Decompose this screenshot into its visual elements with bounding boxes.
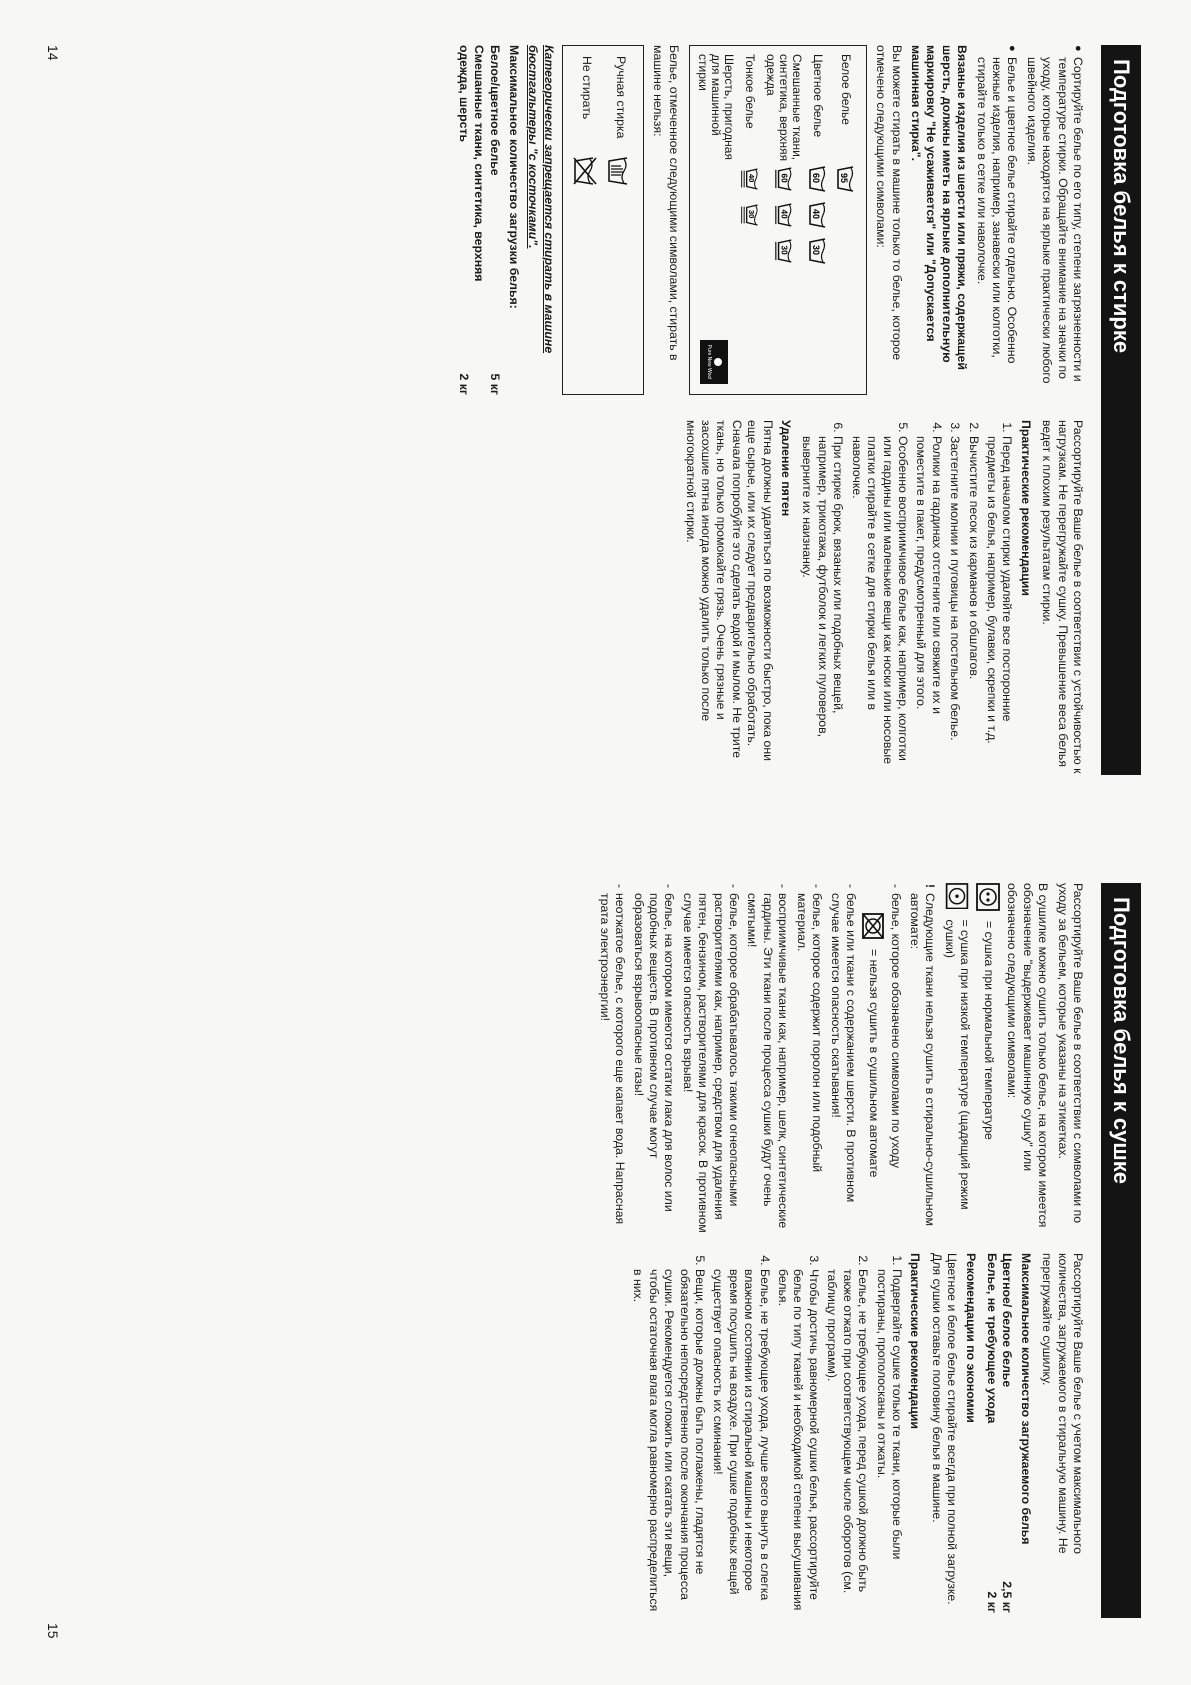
dry-load-row-easycare: Белье, не требующее ухода 2 кг [984, 1253, 999, 1613]
symbol-row-white: Белое белье 95 [832, 54, 860, 386]
sort-load-intro: Рассортируйте Ваше белье в соответствии с устойчивостью к нагрузкам. Не перегружайте сушку. Превышение веса белья ведет к плохим результатам стирки. [1040, 420, 1085, 774]
symbol-row-color: Цветное белье 60 40 30 [804, 54, 832, 386]
list-item: - белье или ткани с содержанием шерсти. В противном случае имеется опасность скатывания! [827, 893, 858, 1233]
washing-column-2 [678, 420, 1085, 775]
dry-low-row: = сушка при низкой температуре (щадящий режим сушки) [941, 883, 972, 1233]
dryer-symbols-intro: В сушилке можно сушить только белье, на котором имеется обозначение "выдерживает машинную сушку" или обозначено следующими символами: [1005, 883, 1051, 1228]
wash-30-delicate-icon [740, 202, 760, 228]
do-not-tumble-dry-icon [862, 913, 884, 939]
page-number-15: 15 [45, 1623, 61, 1639]
list-item: 4. Ролики на гардинах отстегните или свяжите их и поместите в пакет, предусмотренный для этого. [913, 436, 944, 775]
list-item: - неотжатое белье, с которого еще капает вода. Напрасная трата электроэнергии! [596, 893, 627, 1233]
tumble-dry-low-icon [945, 883, 969, 909]
wash-symbols-box [689, 45, 867, 395]
not-machine-intro: Белье, отмеченное следующими символами, стирать в машине нельзя: [651, 45, 681, 361]
drying-load-intro: Рассортируйте Ваше белье с учетом максимального количества, загружаемого в стиральную машину. Не перегружайте сушилку. [1040, 1253, 1085, 1554]
wash-40-icon [808, 202, 828, 228]
list-item: 3. Застегните молнии и пуговицы на постельном белье. [947, 436, 962, 775]
page-15-header: Подготовка белья к сушке [1101, 883, 1141, 1618]
page-15 [0, 843, 1191, 1685]
no-dry-row: = нельзя сушить в сушильном автомате [862, 883, 884, 1233]
svg-text:30: 30 [810, 245, 821, 256]
drying-column-2 [626, 1253, 1085, 1613]
dry-practical-list [630, 1253, 904, 1613]
stains-title: Удаление пятен [779, 420, 794, 517]
no-dry-list [888, 883, 937, 1233]
list-item: 2. Белье, не требующее ухода, перед сушкой должно быть также отжато при соответствующем числе оборотов (см. таблицу программ). [824, 1269, 870, 1613]
symbol-row-delicate: Тонкое белье 40 30 [736, 54, 764, 386]
wash-40-gentle-icon [774, 202, 794, 228]
drying-intro: Рассортируйте Ваше белье в соответствии с символами по уходу за бельем, которые указаны на этикетках. [1055, 883, 1085, 1224]
wool-symbols-intro: Вы можете стирать в машине только то белье, которое отмечено следующими символами: [874, 45, 904, 361]
svg-text:40: 40 [746, 174, 756, 183]
list-item: 3. Чтобы достичь равномерной сушки белья, рассортируйте белье по типу тканей и необходимой степени высушивания белья. [775, 1269, 821, 1613]
eco-title: Рекомендации по экономии [963, 1253, 978, 1423]
svg-text:40: 40 [810, 209, 821, 220]
page-14 [0, 0, 1191, 842]
symbol-row-synthetic: Смешанные ткани, синтетика, верхняя одежда 60 40 30 [764, 54, 804, 386]
max-load-title: Максимальное количество загружаемого белья [1018, 1253, 1033, 1545]
list-item: - белье, которое содержит поролон или подобный материал. [793, 893, 824, 1233]
do-not-wash-icon [573, 156, 599, 186]
sort-instruction: ● Сортируйте белье по его типу, степени загрязненности и температуре стирки. Обращайте внимание на значки по уходу, которые находятся на ярлыке практически любого швейного изделия. [1023, 45, 1085, 395]
list-item: 2. Вычистите песок из карманов и обшлагов. [965, 436, 980, 775]
drying-column-1 [592, 883, 1085, 1233]
wash-30-icon [808, 238, 828, 264]
tumble-dry-normal-icon [976, 883, 1000, 911]
wash-30-gentle-icon [774, 238, 794, 264]
no-dry-list-cont [596, 883, 858, 1233]
care-row-do-not-wash: Не стирать [569, 56, 603, 384]
svg-text:40: 40 [778, 209, 788, 219]
eco-text: Цветное и белое белье стирайте всегда при полной загрузке. Для сушки оставьте половину белья в машине. [929, 1253, 960, 1605]
wool-requirement: Вязаные изделия из шерсти или пряжи, содержащей шерсть, должны иметь на ярлыке дополнительную маркировку "Не усаживается" или "Допускается машинная стирка". [908, 45, 970, 370]
color-instruction: ● Белье и цветное белье стирайте отдельно. Особенно нежные изделия, например, занавески или колготки, стирайте только в сетке или наволочке. [973, 45, 1019, 395]
dry-load-row-color: Цветное/ белое белье 2,5 кг [1000, 1253, 1015, 1613]
svg-text:60: 60 [810, 173, 821, 184]
wash-95-icon [836, 166, 856, 192]
page-number-14: 14 [45, 45, 61, 61]
dry-practical-title: Практические рекомендации [908, 1253, 923, 1429]
list-item: 4. Белье, не требующее ухода, лучше всего вынуть в слегка влажном состоянии из стиральной машины и некоторое время посушить на воздухе. При сушке подобных вещей существует опасность их сминания! [710, 1269, 772, 1613]
stains-text: Пятна должны удаляться по возможности быстро, пока они еще сырые, или их следует предварительно обработать. Сначала попробуйте это сделать водой и мылом. Не трите ткань, но только промокайте грязь. Очень грязные и засохшие пятна иногда можно удалить только после многократной стирки. [683, 420, 775, 762]
warning-title: ! Следующие ткани нельзя сушить в стирально-сушильном автомате: [906, 893, 937, 1233]
svg-text:95: 95 [838, 173, 849, 184]
woolmark-logo: Pure New Wool [700, 340, 728, 384]
wash-60-gentle-icon [774, 166, 794, 192]
symbol-row-wool: Шерсть, пригодная для машинной стирки [696, 54, 737, 160]
practical-list [799, 420, 1014, 775]
list-item: 1. Перед началом стирки удаляйте все посторонние предметы из белья, например, булавки, скрепки и т.д. [984, 436, 1015, 775]
practical-title: Практические рекомендации [1018, 420, 1033, 596]
svg-text:30: 30 [778, 245, 788, 255]
list-item: 6. При стирке брюк, вязаных или подобных вещей, например, трикотажа, футболок и легких пуловеров, выверните их наизнанку. [799, 436, 845, 775]
list-item: - восприимчивые ткани как, например, шелк, синтетические гардины. Эти ткани после процесса сушки будут очень смятыми! [744, 893, 790, 1233]
list-item: - белье, которое обрабатывалось такими огнеопасными растворителями как, например, средством для удаления пятен, бензином, растворителями для красок. В противном случае имеется опасность взрыва! [679, 893, 741, 1233]
page-14-header: Подготовка белья к стирке [1101, 45, 1141, 775]
list-item: 5. Вещи, которые должны быть поглажены, гладятся не обязательно непосредственно после окончания процесса сушки. Рекомендуется сложить или скатать эти вещи, чтобы остаточная влага могла равномерно распределиться в них. [630, 1269, 707, 1613]
list-item: - белье, на котором имеются остатки лака для волос или подобных веществ. В противном случае могут образоваться взрывоопасные газы! [630, 893, 676, 1233]
list-item: 1. Подвергайте сушке только те ткани, которые были постираны, прополосканы и отжаты. [873, 1269, 904, 1613]
bra-warning: Категорически запрещается стирать в машине бюстгальтеры "с косточками". [526, 45, 556, 354]
load-title: Максимальное количество загрузки белья: [507, 45, 522, 309]
wash-40-delicate-icon [740, 166, 760, 192]
wash-60-icon [808, 166, 828, 192]
load-row-white: Белое/цветное белье 5 кг [487, 45, 502, 395]
hand-wash-icon [607, 156, 633, 186]
list-item: - белье, которое обозначено символами по уходу [888, 893, 903, 1233]
dry-normal-row: = сушка при нормальной температуре [976, 883, 1000, 1233]
list-item: 5. Особенно восприимчивое белье как, например, колготки или гардины или маленькие вещи как носки или носовые платки стирайте в сетке для стирки белья или в наволочке. [848, 436, 910, 775]
care-symbols-box [562, 45, 644, 395]
care-row-handwash: Ручная стирка [603, 56, 637, 384]
load-row-mixed: Смешанные ткани, синтетика, верхняя одежда, шерсть 2 кг [456, 45, 487, 395]
svg-text:60: 60 [778, 173, 788, 183]
woolmark-icon [714, 358, 722, 366]
svg-text:30: 30 [746, 210, 756, 219]
washing-column-1 [455, 45, 1085, 395]
